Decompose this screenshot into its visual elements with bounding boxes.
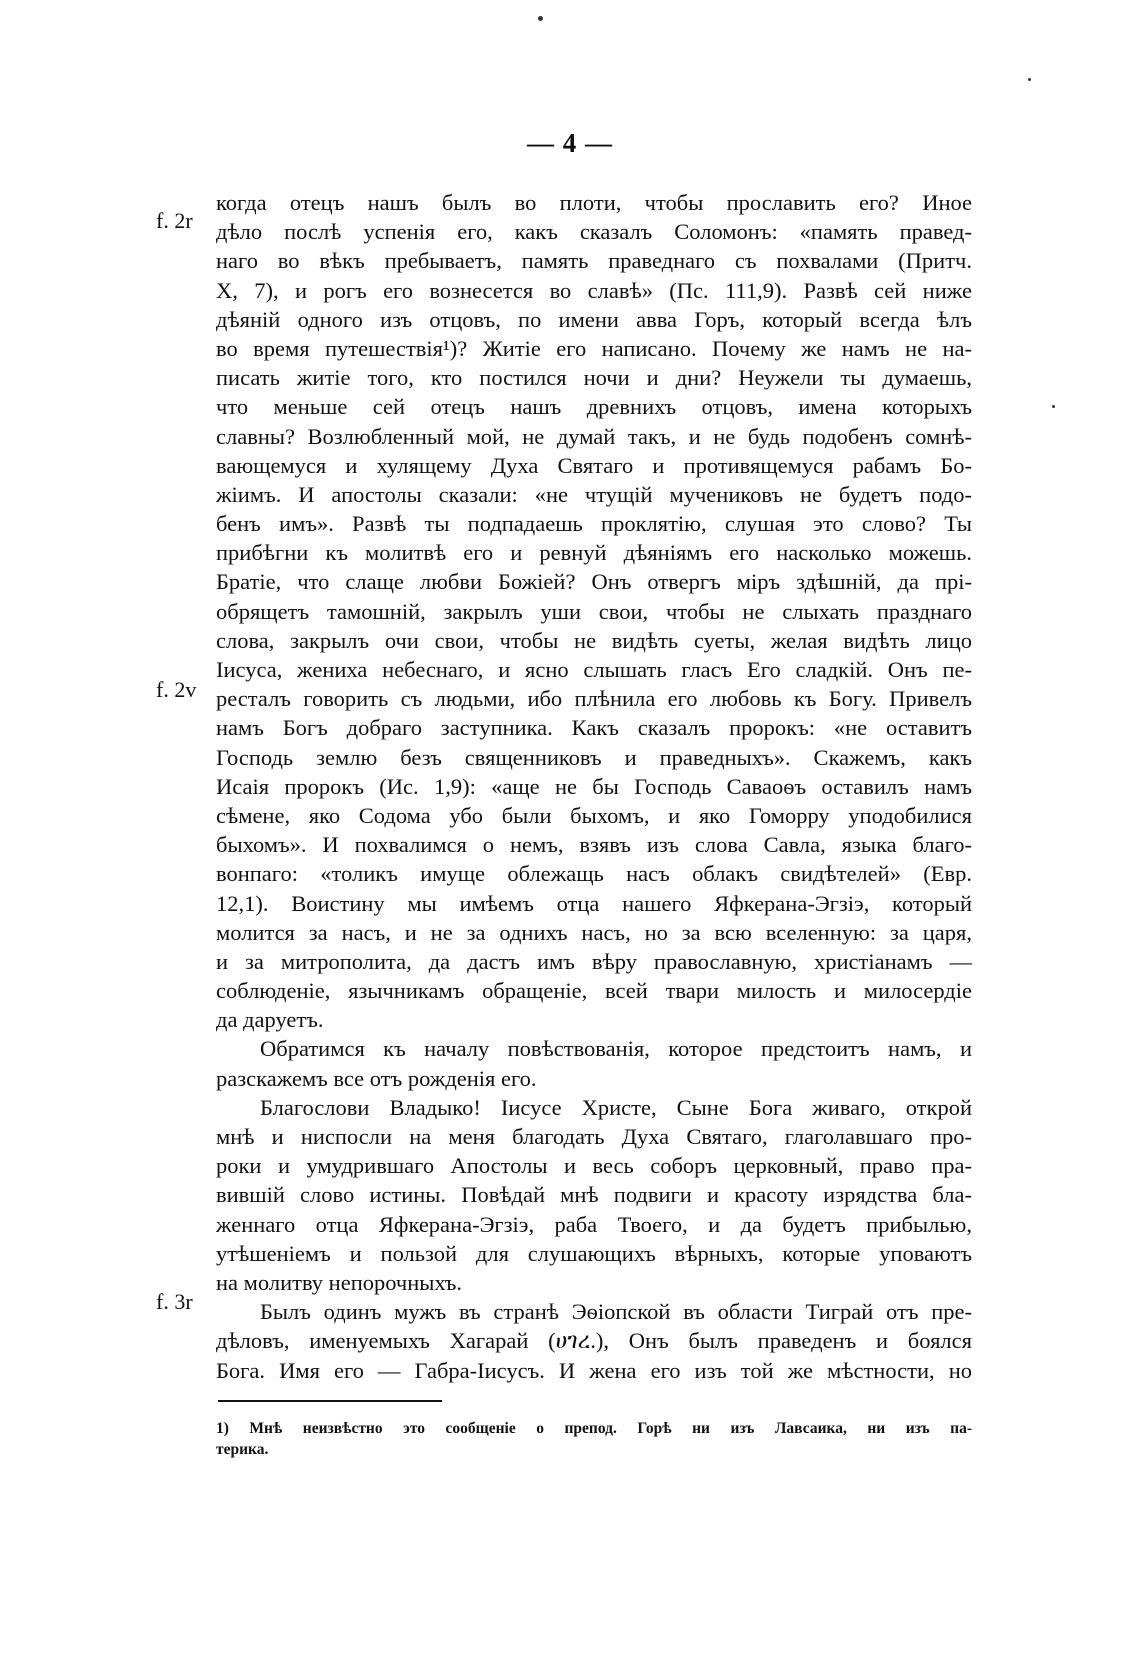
text-line: 12,1). Воистину мы имѣемъ отца нашего Яфкерана-Эгзіэ, который bbox=[216, 890, 972, 916]
text-line: вившій слово истины. Повѣдай мнѣ подвиги и красоту изрядства бла- bbox=[216, 1182, 972, 1208]
text-line: жіимъ. И апостолы сказали: «не чтущій мучениковъ не будетъ подо- bbox=[216, 481, 972, 507]
text-line: обрящетъ тамошній, закрылъ уши свои, чтобы не слыхать празднаго bbox=[216, 598, 972, 624]
text-line: и за митрополита, да дастъ имъ вѣру православную, христіанамъ — bbox=[216, 948, 972, 974]
body-text bbox=[216, 188, 972, 1385]
scan-speck bbox=[538, 16, 543, 21]
text-line: Господь землю безъ священниковъ и праведныхъ». Скажемъ, какъ bbox=[216, 744, 972, 770]
margin-note-folio: f. 2v bbox=[156, 677, 197, 702]
scan-speck bbox=[1052, 405, 1055, 408]
text-line: Бога. Имя его — Габра-Іисусъ. И жена его изъ той же мѣстности, но bbox=[216, 1357, 972, 1383]
text-line: ресталъ говорить съ людьми, ибо плѣнила его любовь къ Богу. Привелъ bbox=[216, 686, 972, 712]
text-line: славны? Возлюбленный мой, не думай такъ, и не будь подобенъ сомнѣ- bbox=[216, 423, 972, 449]
text-line: разскажемъ все отъ рожденія его. bbox=[216, 1065, 537, 1091]
text-line: Обратимся къ началу повѣствованія, которое предстоитъ намъ, и bbox=[260, 1036, 972, 1062]
footnote bbox=[216, 1418, 972, 1460]
text-line: мнѣ и ниспосли на меня благодать Духа Святаго, глаголавшаго про- bbox=[216, 1124, 972, 1149]
text-line: во время путешествія¹)? Житіе его написано. Почему же намъ не на- bbox=[216, 335, 972, 361]
text-line: что меньше сей отецъ нашъ древнихъ отцовъ, имена которыхъ bbox=[216, 394, 972, 420]
text-line: сѣмене, яко Содома убо были быхомъ, и яко Гоморру уподобилися bbox=[216, 802, 972, 828]
text-line: дѣловъ, именуемыхъ Хагарай (ሀገረ.), Онъ былъ праведенъ и боялся bbox=[216, 1328, 972, 1354]
text-line: женнаго отца Яфкерана-Эгзіэ, раба Твоего, и да будетъ прибылью, bbox=[216, 1211, 972, 1237]
text-line: писать житіе того, кто постился ночи и дни? Неужели ты думаешь, bbox=[216, 365, 972, 391]
footnote-divider bbox=[218, 1400, 442, 1402]
margin-note-folio: f. 2r bbox=[156, 208, 193, 233]
margin-note-folio: f. 3r bbox=[156, 1289, 193, 1314]
text-line: Благослови Владыко! Іисусе Христе, Сыне Бога живаго, открой bbox=[260, 1094, 972, 1120]
text-line: слова, закрылъ очи свои, чтобы не видѣть суеты, желая видѣть лицо bbox=[216, 627, 972, 653]
text-line: утѣшеніемъ и пользой для слушающихъ вѣрныхъ, которые уповаютъ bbox=[216, 1240, 972, 1266]
footnote-line: 1) Мнѣ неизвѣстно это сообщеніе о препод. Горѣ ни изъ Лавсаика, ни изъ па- bbox=[216, 1420, 972, 1437]
text-line: вающемуся и хулящему Духа Святаго и противящемуся рабамъ Бо- bbox=[216, 452, 972, 478]
text-line: вонпаго: «толикъ имуще облежащь насъ облакъ свидѣтелей» (Евр. bbox=[216, 861, 972, 887]
text-line: Братіе, что слаще любви Божіей? Онъ отвергъ міръ здѣшній, да прі- bbox=[216, 569, 972, 595]
text-line: Исаія пророкъ (Ис. 1,9): «аще не бы Господь Саваоѳъ оставилъ намъ bbox=[216, 773, 972, 799]
text-line: когда отецъ нашъ былъ во плоти, чтобы прославить его? Иное bbox=[216, 190, 972, 215]
text-line: намъ Богъ добраго заступника. Какъ сказалъ пророкъ: «не оставитъ bbox=[216, 715, 972, 741]
text-line: на молитву непорочныхъ. bbox=[216, 1269, 463, 1295]
text-line: Іисуса, жениха небеснаго, и ясно слышать гласъ Его сладкій. Онъ пе- bbox=[216, 657, 972, 682]
text-line: быхомъ». И похвалимся о немъ, взявъ изъ слова Савла, языка благо- bbox=[216, 832, 972, 858]
text-line: дѣяній одного изъ отцовъ, по имени авва Горъ, который всегда ѣлъ bbox=[216, 306, 972, 332]
text-line: бенъ имъ». Развѣ ты подпадаешь проклятію, слушая это слово? Ты bbox=[216, 511, 972, 537]
page-number: — 4 — bbox=[527, 128, 613, 158]
text-line: роки и умудрившаго Апостолы и весь соборъ церковный, право пра- bbox=[216, 1153, 972, 1179]
text-line: прибѣгни къ молитвѣ его и ревнуй дѣяніямъ его насколько можешь. bbox=[216, 540, 972, 566]
scan-speck bbox=[1028, 78, 1031, 81]
text-line: да даруетъ. bbox=[216, 1007, 324, 1033]
text-line: Былъ одинъ мужъ въ странѣ Эѳіопской въ области Тигрaй отъ пре- bbox=[260, 1299, 972, 1325]
footnote-line: терика. bbox=[216, 1441, 269, 1458]
text-line: X, 7), и рогъ его вознесется во славѣ» (Пс. 111,9). Развѣ сей ниже bbox=[216, 277, 972, 303]
text-line: соблюденіе, язычникамъ обращеніе, всей твари милость и милосердіе bbox=[216, 978, 972, 1004]
text-line: наго во вѣкъ пребываетъ, память праведнаго съ похвалами (Притч. bbox=[216, 248, 972, 274]
text-line: дѣло послѣ успенія его, какъ сказалъ Соломонъ: «память правед- bbox=[216, 219, 972, 245]
text-line: молится за насъ, и не за однихъ насъ, но за всю вселенную: за царя, bbox=[216, 919, 972, 945]
